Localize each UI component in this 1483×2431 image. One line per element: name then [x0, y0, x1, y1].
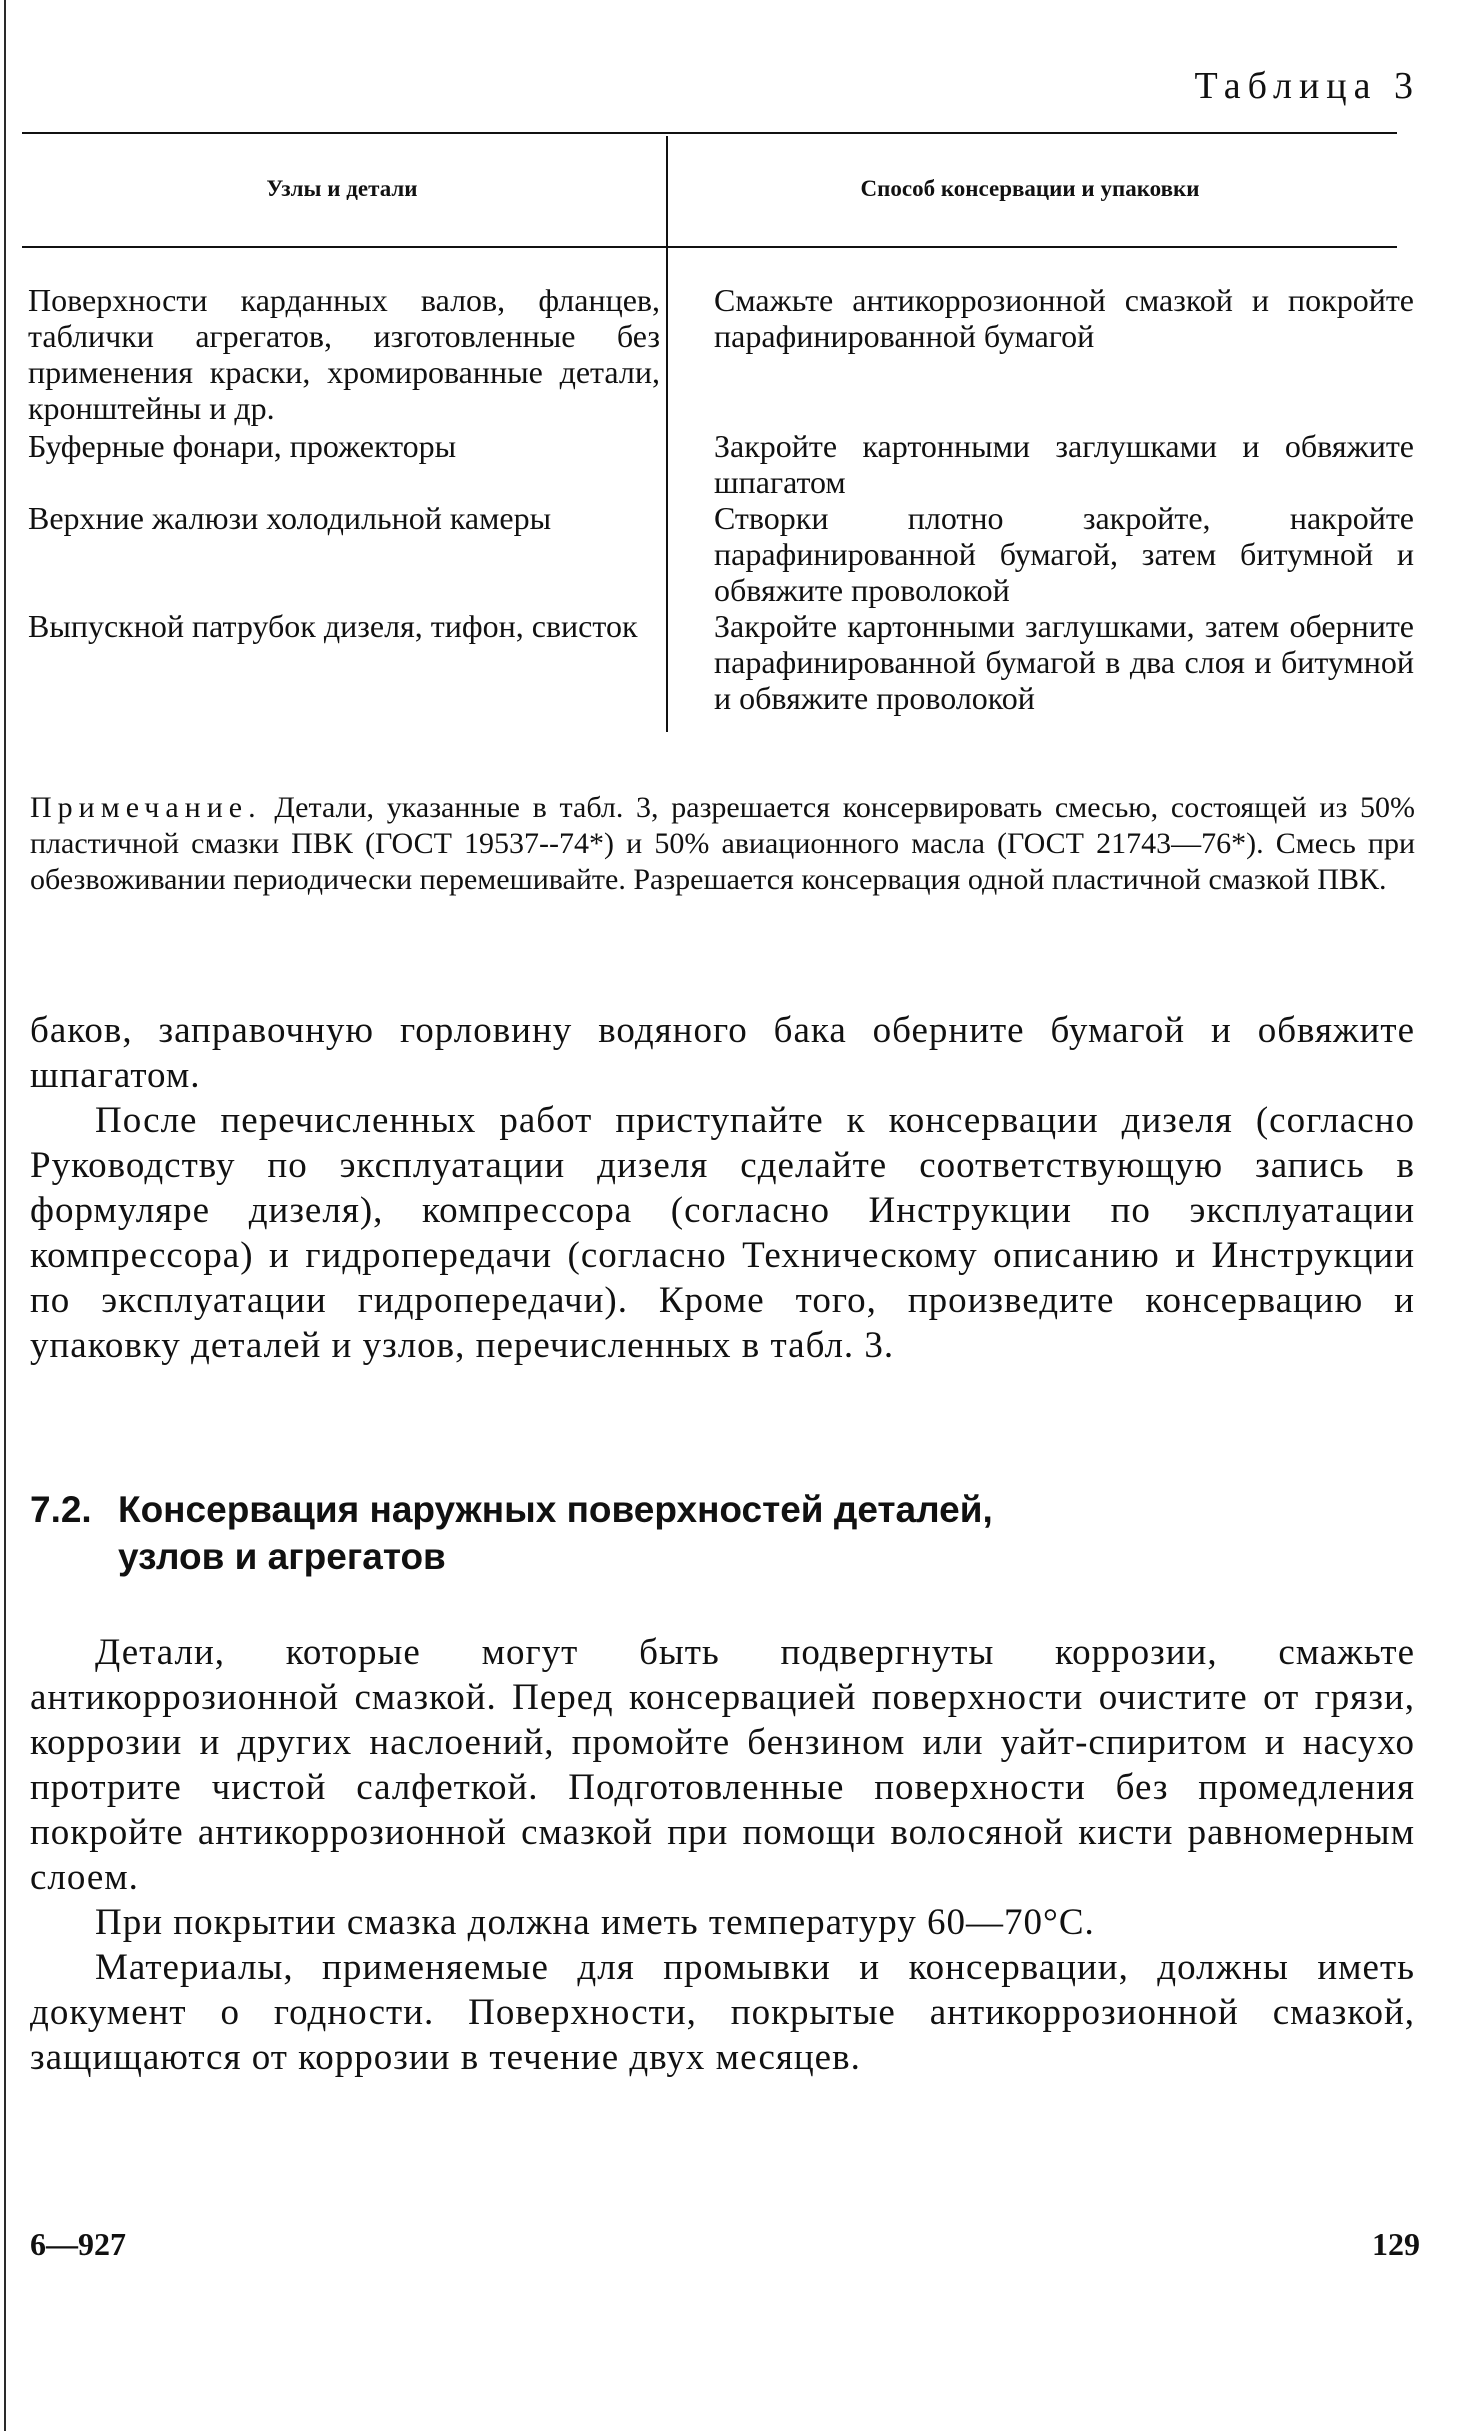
section-heading [30, 1486, 993, 1580]
section-paragraph: При покрытии смазка должна иметь температуру 60—70°С. [95, 1902, 1095, 1943]
section-paragraph: Материалы, применяемые для промывки и консервации, должны иметь документ о годности. Поверхности, покрытые антикоррозионной смазкой, защищаются от коррозии в течение двух месяцев. [30, 1947, 1415, 2078]
section-paragraph: Детали, которые могут быть подвергнуты коррозии, смажьте антикоррозионной смазкой. Перед консервацией поверхности очистите от грязи, коррозии и других наслоений, промойте бензином или уайт-спиритом и насухо протрите чистой салфеткой. Подготовленные поверхности без промедления покройте антикоррозионной смазкой при помощи волосяной кисти равномерным слоем. [30, 1632, 1415, 1898]
table-header-rule [22, 246, 1397, 248]
page-edge-line [4, 0, 6, 2431]
table-label: Таблица 3 [1194, 65, 1420, 107]
table-cell-method: Створки плотно закройте, накройте парафинированной бумагой, затем битумной и обвяжите проволокой [714, 500, 1414, 608]
paragraph: После перечисленных работ приступайте к консервации дизеля (согласно Руководству по эксплуатации дизеля сделайте соответствующую запись в формуляре дизеля), компрессора (согласно Инструкции по эксплуатации компрессора) и гидропередачи (согласно Техническому описанию и Инструкции по эксплуатации гидропередачи). Кроме того, произведите консервацию и упаковку деталей и узлов, перечисленных в табл. 3. [30, 1100, 1415, 1366]
section-number: 7.2. [30, 1489, 92, 1530]
table-header-parts: Узлы и детали [266, 176, 418, 201]
table-header-method: Способ консервации и упаковки [860, 176, 1200, 201]
section-title-line2: узлов и агрегатов [118, 1536, 446, 1577]
table-cell-method: Закройте картонными заглушками, затем оберните парафинированной бумагой в два слоя и битумной и обвяжите проволокой [714, 608, 1414, 716]
table-cell-part: Буферные фонари, прожекторы [28, 428, 457, 464]
table-cell-method: Смажьте антикоррозионной смазкой и покройте парафинированной бумагой [714, 282, 1414, 354]
note-text: Детали, указанные в табл. 3, разрешается консервировать смесью, состоящей из 50% пластичной смазки ПВК (ГОСТ 19537--74*) и 50% авиационного масла (ГОСТ 21743—76*). Смесь при обезвоживании периодически перемешивайте. Разрешается консервация одной пластичной смазкой ПВК. [30, 791, 1415, 896]
table-top-rule [22, 132, 1397, 134]
footer-signature: 6—927 [30, 2226, 126, 2262]
section-title-line1: Консервация наружных поверхностей деталей, [118, 1489, 993, 1530]
table-cell-method: Закройте картонными заглушками и обвяжите шпагатом [714, 428, 1414, 500]
page-number: 129 [1372, 2226, 1420, 2262]
table-cell-part: Поверхности карданных валов, фланцев, таблички агрегатов, изготовленные без применения краски, хромированные детали, кронштейны и др. [28, 282, 660, 426]
table-note [30, 790, 1415, 898]
paragraph-continued: баков, заправочную горловину водяного бака оберните бумагой и обвяжите шпагатом. [30, 1010, 1415, 1096]
table-column-divider [666, 136, 668, 732]
table-cell-part: Выпускной патрубок дизеля, тифон, свисток [28, 608, 638, 644]
table-cell-part: Верхние жалюзи холодильной камеры [28, 500, 552, 536]
note-lead: Примечание. [30, 791, 262, 824]
